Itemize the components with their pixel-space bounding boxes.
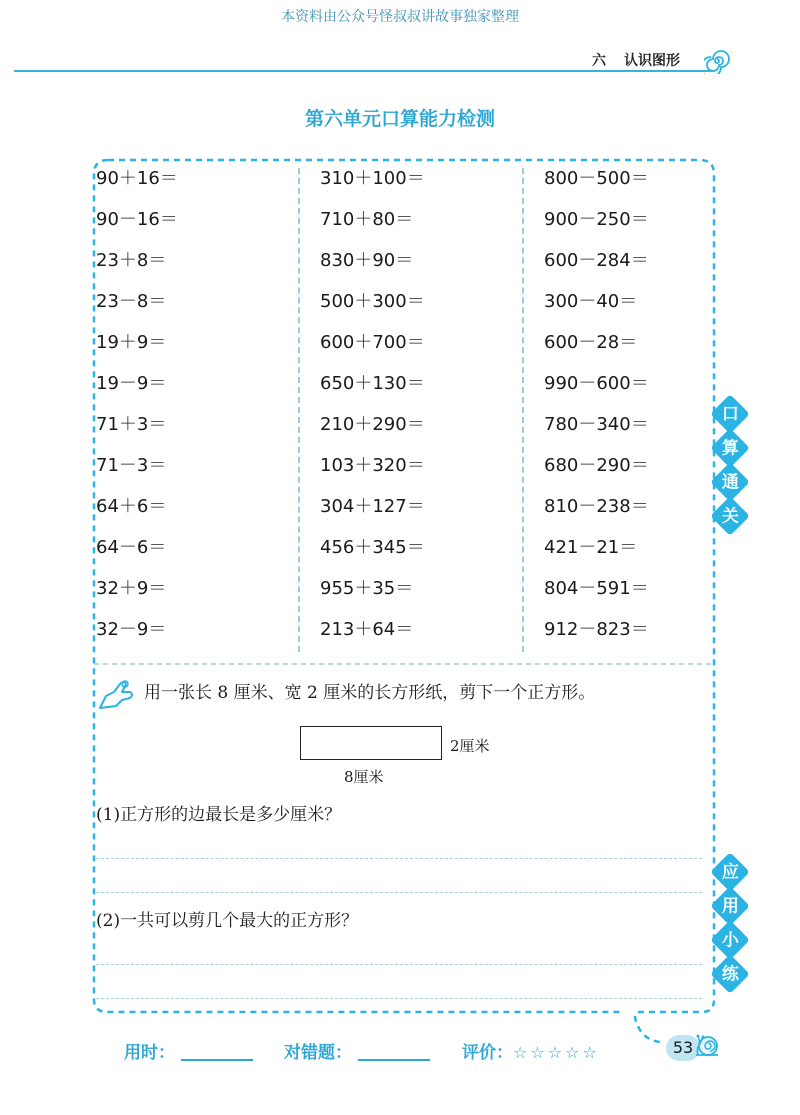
time-label: 用时： bbox=[124, 1043, 175, 1063]
column-separator-1 bbox=[298, 168, 300, 652]
side-tag-char bbox=[710, 886, 750, 926]
errors-label: 对错题： bbox=[284, 1043, 352, 1063]
calc-item: 780－340＝ bbox=[544, 414, 649, 435]
calc-item: 710＋80＝ bbox=[320, 209, 414, 230]
side-tag-char-text: 通 bbox=[721, 472, 739, 492]
calc-item: 500＋300＝ bbox=[320, 291, 425, 312]
watermark-text: 本资料由公众号怪叔叔讲故事独家整理 bbox=[281, 9, 519, 25]
calc-item: 680－290＝ bbox=[544, 455, 649, 476]
question-2: (2)一共可以剪几个最大的正方形？ bbox=[96, 911, 359, 931]
side-tag-char bbox=[710, 496, 750, 536]
side-tag-char bbox=[710, 852, 750, 892]
answer-line-1[interactable] bbox=[96, 858, 702, 859]
calc-item: 421－21＝ bbox=[544, 537, 638, 558]
time-blank[interactable] bbox=[181, 1059, 253, 1061]
errors-field bbox=[284, 1038, 430, 1063]
side-tag-practice bbox=[716, 858, 746, 994]
calc-item: 71＋3＝ bbox=[96, 414, 167, 435]
rating-stars[interactable]: ☆☆☆☆☆ bbox=[513, 1043, 600, 1062]
calc-item: 800－500＝ bbox=[544, 168, 649, 189]
calc-item: 32－9＝ bbox=[96, 619, 167, 640]
calc-item: 23－8＝ bbox=[96, 291, 167, 312]
side-tag-char-text: 口 bbox=[721, 404, 739, 424]
side-tag-char-text: 关 bbox=[721, 506, 739, 526]
calc-item: 213＋64＝ bbox=[320, 619, 414, 640]
errors-blank[interactable] bbox=[358, 1059, 430, 1061]
calc-item: 210＋290＝ bbox=[320, 414, 425, 435]
calc-item: 600－284＝ bbox=[544, 250, 649, 271]
calc-item: 310＋100＝ bbox=[320, 168, 425, 189]
side-tag-char bbox=[710, 394, 750, 434]
answer-line-3[interactable] bbox=[96, 964, 702, 965]
calc-item: 32＋9＝ bbox=[96, 578, 167, 599]
page-number: 53 bbox=[666, 1035, 700, 1061]
problem-statement: 用一张长 8 厘米、宽 2 厘米的长方形纸，剪下一个正方形。 bbox=[144, 683, 596, 703]
calc-column-1 bbox=[96, 162, 178, 654]
calc-item: 900－250＝ bbox=[544, 209, 649, 230]
question-1: (1)正方形的边最长是多少厘米？ bbox=[96, 805, 342, 825]
calc-item: 64－6＝ bbox=[96, 537, 167, 558]
calc-column-3 bbox=[544, 162, 649, 654]
calc-item: 456＋345＝ bbox=[320, 537, 425, 558]
calc-item: 804－591＝ bbox=[544, 578, 649, 599]
calc-column-2 bbox=[320, 162, 425, 654]
calc-item: 19＋9＝ bbox=[96, 332, 167, 353]
rating-field bbox=[462, 1038, 600, 1063]
calc-item: 955＋35＝ bbox=[320, 578, 414, 599]
side-tag-char-text: 算 bbox=[721, 438, 739, 458]
calc-item: 23＋8＝ bbox=[96, 250, 167, 271]
column-separator-2 bbox=[522, 168, 524, 652]
page-title: 第六单元口算能力检测 bbox=[304, 108, 495, 130]
length-label: 8厘米 bbox=[344, 768, 384, 786]
side-tag-char-text: 小 bbox=[721, 930, 739, 950]
answer-line-4[interactable] bbox=[96, 998, 702, 999]
side-tag-char-text: 练 bbox=[721, 964, 739, 984]
snail-icon bbox=[686, 1026, 720, 1060]
calc-item: 300－40＝ bbox=[544, 291, 638, 312]
rating-label: 评价： bbox=[462, 1043, 513, 1063]
calc-item: 64＋6＝ bbox=[96, 496, 167, 517]
answer-line-2[interactable] bbox=[96, 892, 702, 893]
side-tag-char bbox=[710, 462, 750, 502]
calc-item: 600－28＝ bbox=[544, 332, 638, 353]
side-tag-mental-math bbox=[716, 400, 746, 536]
side-tag-char-text: 应 bbox=[721, 862, 739, 882]
calc-item: 103＋320＝ bbox=[320, 455, 425, 476]
width-label: 2厘米 bbox=[450, 737, 490, 755]
calc-item: 600＋700＝ bbox=[320, 332, 425, 353]
side-tag-char bbox=[710, 428, 750, 468]
calc-item: 304＋127＝ bbox=[320, 496, 425, 517]
side-tag-char bbox=[710, 920, 750, 960]
calc-item: 912－823＝ bbox=[544, 619, 649, 640]
calc-item: 90－16＝ bbox=[96, 209, 178, 230]
side-tag-char-text: 用 bbox=[721, 896, 739, 916]
calc-item: 810－238＝ bbox=[544, 496, 649, 517]
calc-item: 19－9＝ bbox=[96, 373, 167, 394]
pointing-hand-icon bbox=[96, 678, 136, 712]
calc-item: 71－3＝ bbox=[96, 455, 167, 476]
time-field bbox=[124, 1038, 253, 1063]
calc-item: 650＋130＝ bbox=[320, 373, 425, 394]
calc-item: 990－600＝ bbox=[544, 373, 649, 394]
calc-item: 830＋90＝ bbox=[320, 250, 414, 271]
chapter-number: 六 bbox=[592, 53, 606, 69]
chapter-title: 认识图形 bbox=[624, 53, 680, 69]
rectangle-figure bbox=[300, 726, 442, 760]
calc-item: 90＋16＝ bbox=[96, 168, 178, 189]
side-tag-char bbox=[710, 954, 750, 994]
